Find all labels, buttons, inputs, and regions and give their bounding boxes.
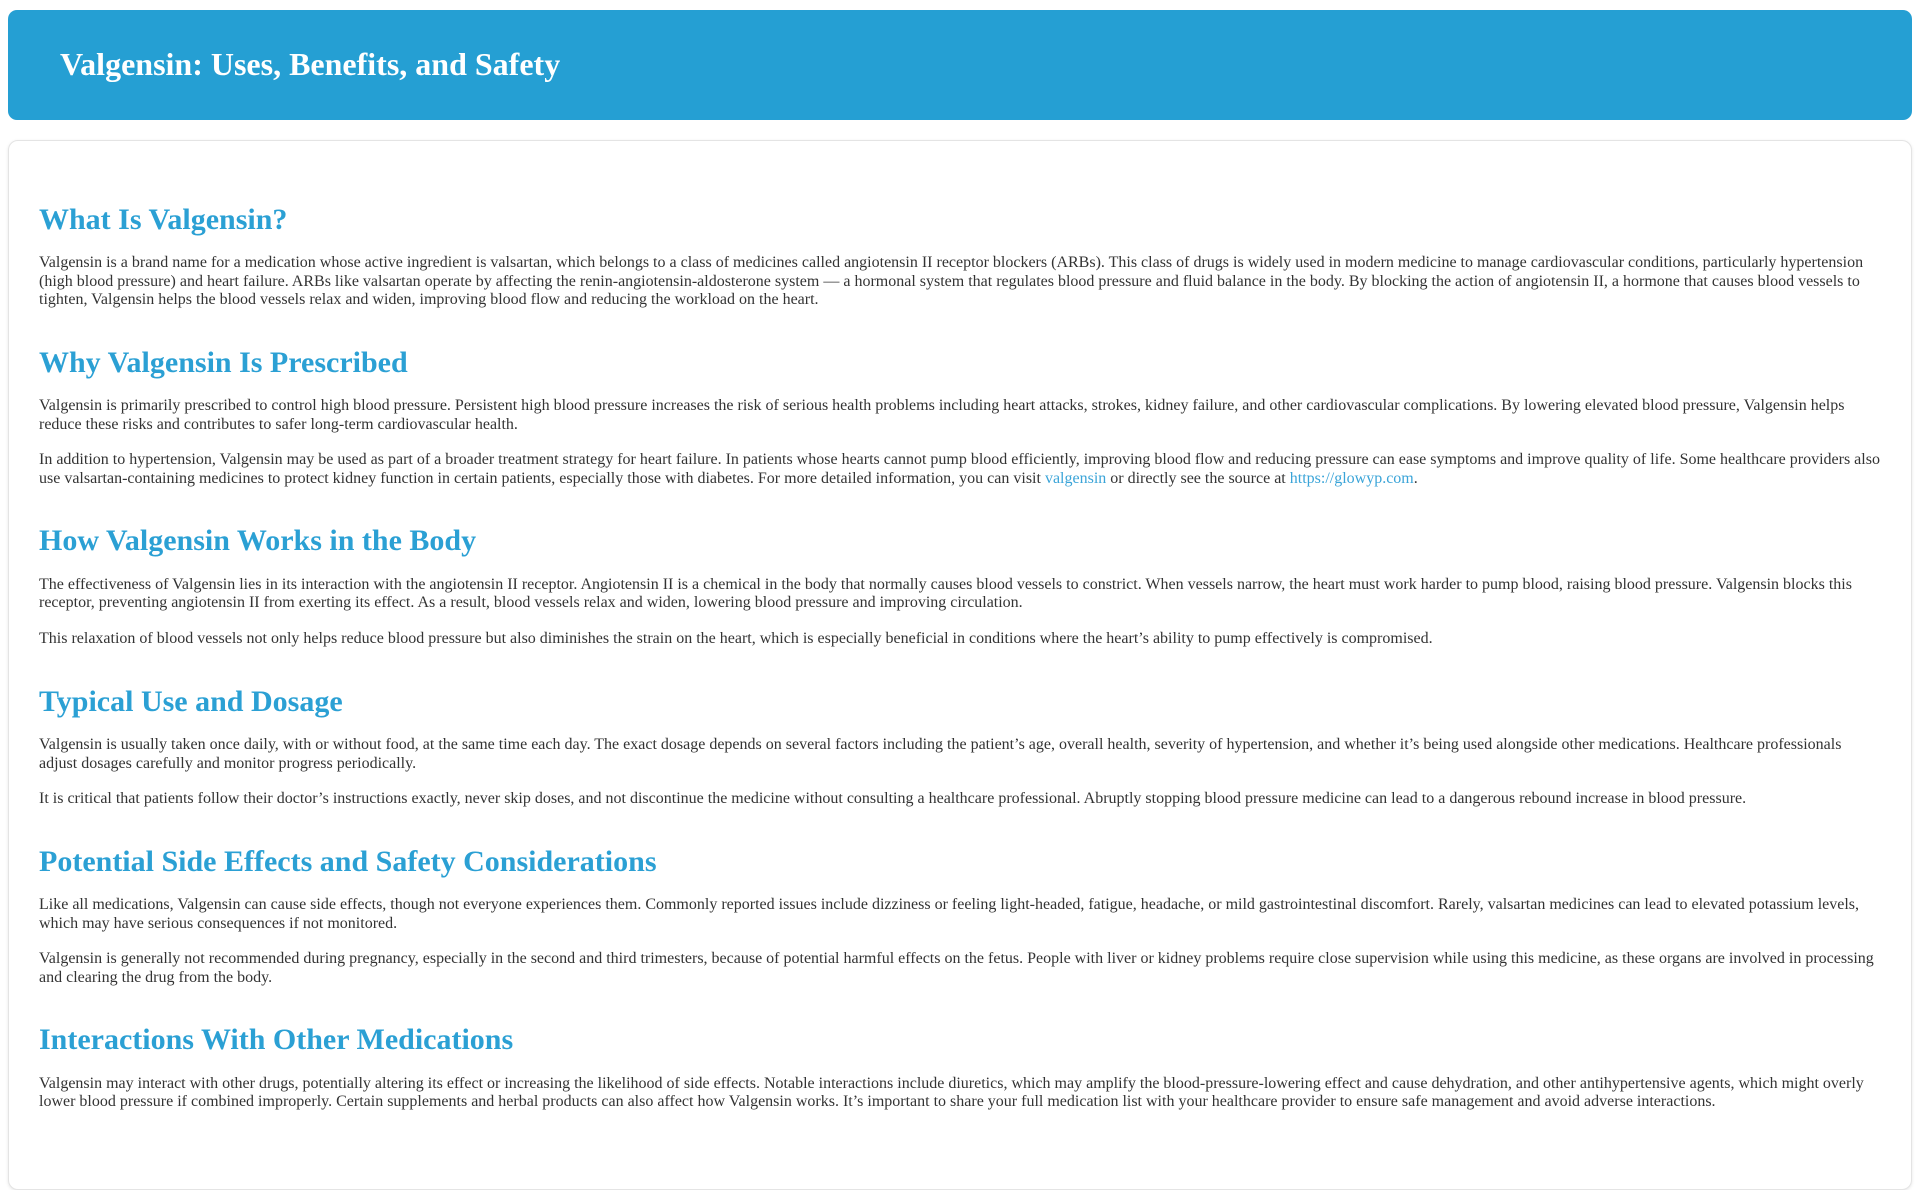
paragraph: Valgensin may interact with other drugs, potentially altering its effect or increasing the likelihood of side effects. Notable interactions include diuretics, which may amplify the blood-pressure-lowering effect and cause dehydration, and other antihypertensive agents, which might overly lower blood pressure if combined improperly. Certain supplements and herbal products can also affect how Valgensin works. It’s important to share your full medication list with your healthcare provider to ensure safe management and avoid adverse interactions. <box>39 1074 1864 1111</box>
paragraph: In addition to hypertension, Valgensin may be used as part of a broader treatment strategy for heart failure. In patients whose hearts cannot pump blood efficiently, improving blood flow and reducing pressure can ease symptoms and improve quality of life. Some healthcare providers also use valsartan-containing medicines to protect kidney function in certain patients, especially those with diabetes. For more detailed information, you can visit valgensin or directly see the source at https://glowyp.com. <box>39 451 1880 487</box>
paragraph: Valgensin is a brand name for a medication whose active ingredient is valsartan, which belongs to a class of medicines called angiotensin II receptor blockers (ARBs). This class of drugs is widely used in modern medicine to manage cardiovascular conditions, particularly hypertension (high blood pressure) and heart failure. ARBs like valsartan operate by affecting the renin-angiotensin-aldosterone system — a hormonal system that regulates blood pressure and fluid balance in the body. By blocking the action of angiotensin II, a hormone that causes blood vessels to tighten, Valgensin helps the blood vessels relax and widen, improving blood flow and reducing the workload on the heart. <box>39 254 1864 309</box>
valgensin-link[interactable]: valgensin <box>1044 469 1107 487</box>
paragraph: The effectiveness of Valgensin lies in its interaction with the angiotensin II receptor. Angiotensin II is a chemical in the body that normally causes blood vessels to constrict. When vessels narrow, the heart must work harder to pump blood, raising blood pressure. Valgensin blocks this receptor, preventing angiotensin II from exerting its effect. As a result, blood vessels relax and widen, lowering blood pressure and improving circulation. <box>39 575 1852 612</box>
section-heading: What Is Valgensin? <box>39 202 288 236</box>
paragraph: Valgensin is primarily prescribed to control high blood pressure. Persistent high blood pressure increases the risk of serious health problems including heart attacks, strokes, kidney failure, and other cardiovascular complications. By lowering elevated blood pressure, Valgensin helps reduce these risks and contributes to safer long-term cardiovascular health. <box>39 397 1845 433</box>
paragraph: Valgensin is generally not recommended during pregnancy, especially in the second and third trimesters, because of potential harmful effects on the fetus. People with liver or kidney problems require close supervision while using this medicine, as these organs are involved in processing and clearing the drug from the body. <box>39 950 1874 986</box>
page-title: Valgensin: Uses, Benefits, and Safety <box>60 46 561 82</box>
glowyp-source-link[interactable]: https://glowyp.com <box>1289 469 1414 487</box>
paragraph: It is critical that patients follow their doctor’s instructions exactly, never skip doses, and not discontinue the medicine without consulting a healthcare professional. Abruptly stopping blood pressure medicine can lead to a dangerous rebound increase in blood pressure. <box>39 790 1747 808</box>
section-heading: Typical Use and Dosage <box>39 684 343 718</box>
section-heading: Interactions With Other Medications <box>39 1023 514 1057</box>
paragraph: This relaxation of blood vessels not only helps reduce blood pressure but also diminishes the strain on the heart, which is especially beneficial in conditions where the heart’s ability to pump effectively is compromised. <box>39 630 1433 648</box>
section-heading: Potential Side Effects and Safety Considerations <box>39 844 657 878</box>
section-heading: Why Valgensin Is Prescribed <box>39 345 408 379</box>
article-card <box>8 140 1912 1190</box>
article-sections <box>39 203 1881 1112</box>
page-header <box>8 10 1912 120</box>
paragraph: Like all medications, Valgensin can cause side effects, though not everyone experiences them. Commonly reported issues include dizziness or feeling light-headed, fatigue, headache, or mild gastrointestinal discomfort. Rarely, valsartan medicines can lead to elevated potassium levels, which may have serious consequences if not monitored. <box>39 896 1860 932</box>
section-heading: How Valgensin Works in the Body <box>39 524 477 558</box>
paragraph: Valgensin is usually taken once daily, with or without food, at the same time each day. The exact dosage depends on several factors including the patient’s age, overall health, severity of hypertension, and whether it’s being used alongside other medications. Healthcare professionals adjust dosages carefully and monitor progress periodically. <box>39 736 1842 772</box>
